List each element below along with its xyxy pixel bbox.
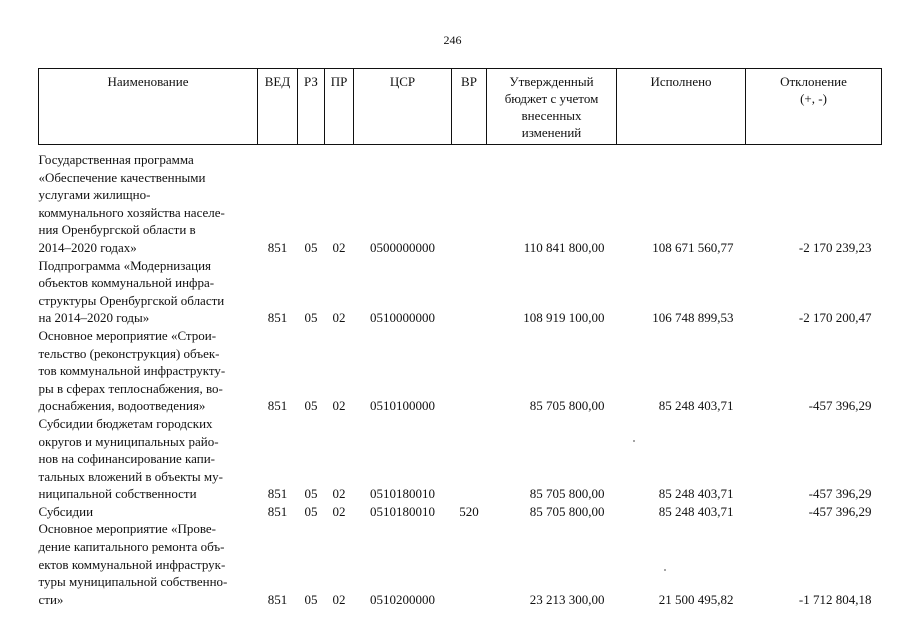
table-header-row [39,69,882,145]
row-executed: 85 248 403,71 [658,503,734,519]
row-deviation: -2 170 200,47 [798,310,872,326]
table-row [39,415,882,503]
row-ved: 851 [267,310,288,326]
scan-speck [633,440,635,442]
budget-table [38,68,882,608]
row-vr [452,257,487,327]
row-vr [452,145,487,257]
row-name: Основное мероприятие «Строи- тельство (реконструкция) объек- тов коммунальной инфраструкту- ры в сферах теплоснабжения, во- доснабжения, водоотведения» [38,327,226,414]
header-deviation: Отклонение (+, -) [746,69,882,145]
row-approved: 23 213 300,00 [529,591,605,607]
row-ved: 851 [267,398,288,414]
row-approved: 110 841 800,00 [523,239,605,255]
row-pr: 02 [332,503,346,519]
row-deviation: -457 396,29 [808,398,872,414]
row-name: Подпрограмма «Модернизация объектов коммунальной инфра- структуры Оренбургской области на 2014–2020 годы» [38,257,225,326]
row-rz: 05 [304,310,318,326]
row-csr: 0510180010 [370,486,435,502]
header-csr: ЦСР [354,69,452,145]
table-row [39,145,882,257]
row-deviation: -457 396,29 [808,486,872,502]
row-name: Субсидии бюджетам городских округов и муниципальных райо- нов на софинансирование капи- тальных вложений в объекты му- ниципальной собственности [38,415,223,502]
row-deviation: -457 396,29 [808,503,872,519]
row-vr [452,520,487,608]
row-ved: 851 [267,591,288,607]
row-approved: 85 705 800,00 [529,503,605,519]
row-deviation: -1 712 804,18 [798,591,872,607]
row-rz: 05 [304,398,318,414]
header-ved: ВЕД [258,69,298,145]
table-row [39,520,882,608]
row-csr: 0500000000 [370,239,435,255]
header-approved: Утвержденный бюджет с учетом внесенных изменений [487,69,617,145]
row-rz: 05 [304,486,318,502]
row-executed: 85 248 403,71 [658,486,734,502]
header-vr: ВР [452,69,487,145]
row-csr: 0510000000 [370,310,435,326]
row-pr: 02 [332,591,346,607]
row-ved: 851 [267,503,288,519]
row-executed: 21 500 495,82 [658,591,734,607]
row-rz: 05 [304,239,318,255]
row-ved: 851 [267,486,288,502]
row-rz: 05 [304,503,318,519]
row-deviation: -2 170 239,23 [798,239,872,255]
table-row [39,327,882,415]
header-name: Наименование [39,69,258,145]
header-rz: РЗ [298,69,325,145]
row-executed: 85 248 403,71 [658,398,734,414]
row-name: Субсидии [38,503,94,519]
row-name: Государственная программа «Обеспечение качественными услугами жилищно- коммунального хозяйства населе- ния Оренбургской области в 2014–2020 годах» [38,152,225,255]
page-number: 246 [443,33,462,47]
row-approved: 85 705 800,00 [529,398,605,414]
row-vr [452,415,487,503]
row-executed: 108 671 560,77 [652,239,734,255]
table-row [39,503,882,521]
row-vr [452,327,487,415]
row-pr: 02 [332,486,346,502]
row-pr: 02 [332,398,346,414]
table-row [39,257,882,327]
row-csr: 0510100000 [370,398,435,414]
row-pr: 02 [332,310,346,326]
row-csr: 0510200000 [370,591,435,607]
row-vr: 520 [459,503,479,519]
row-csr: 0510180010 [370,503,435,519]
row-pr: 02 [332,239,346,255]
row-approved: 85 705 800,00 [529,486,605,502]
header-executed: Исполнено [617,69,746,145]
scan-speck [664,569,666,571]
row-approved: 108 919 100,00 [523,310,605,326]
row-executed: 106 748 899,53 [652,310,734,326]
row-ved: 851 [267,239,288,255]
header-pr: ПР [325,69,354,145]
row-rz: 05 [304,591,318,607]
row-name: Основное мероприятие «Прове- дение капитального ремонта объ- ектов коммунальной инфраструк- туры муниципальной собственно- сти» [38,521,228,607]
